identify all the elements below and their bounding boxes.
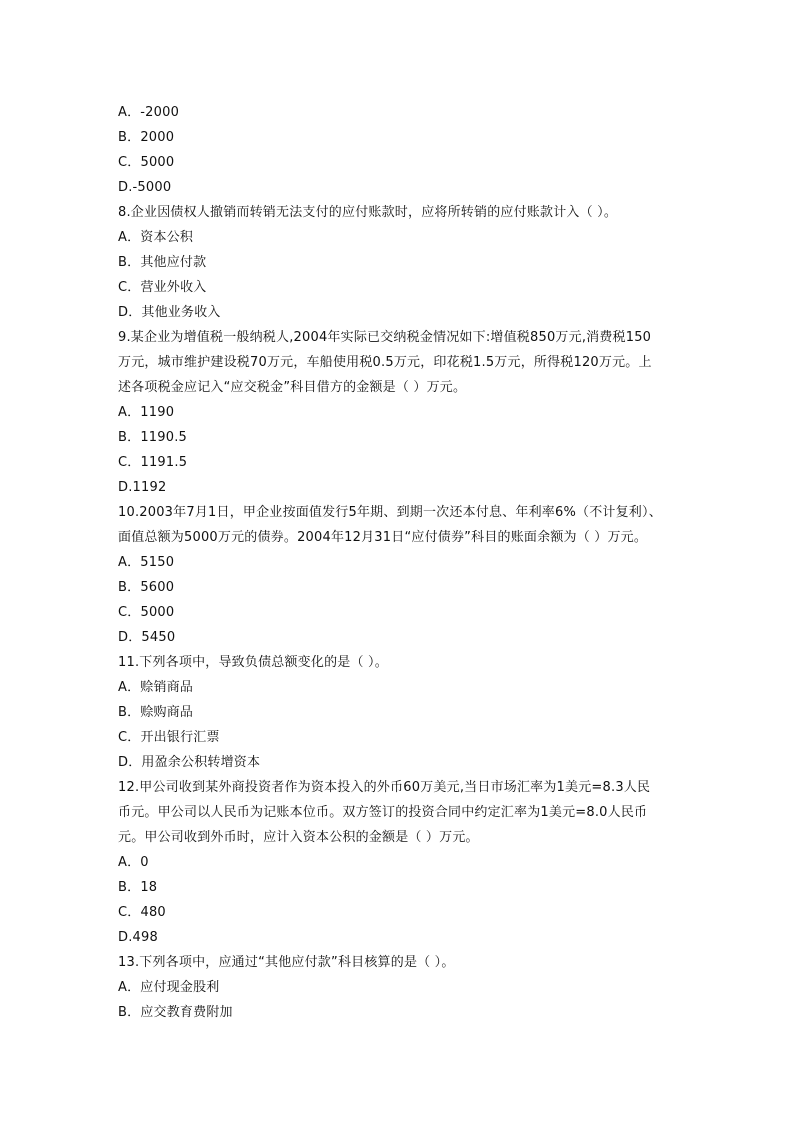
q7-option-c: C．5000 (118, 155, 175, 170)
q11-stem: 11.下列各项中，导致负债总额变化的是（ ）。 (118, 655, 388, 670)
q10-stem-line-1: 10.2003年7月1日，甲企业按面值发行5年期、到期一次还本付息、年利率6%（不计复利）、 (118, 505, 662, 520)
q8-option-d: D．其他业务收入 (118, 305, 221, 320)
q9-option-b: B．1190.5 (118, 430, 188, 445)
q13-stem: 13.下列各项中，应通过“其他应付款”科目核算的是（ ）。 (118, 955, 455, 970)
q13-option-b: B．应交教育费附加 (118, 1005, 233, 1020)
q8-option-b: B．其他应付款 (118, 255, 207, 270)
q7-option-a: A．-2000 (118, 105, 180, 120)
q12-stem-line-2: 币元。甲公司以人民币为记账本位币。双方签订的投资合同中约定汇率为1美元=8.0人民币 (118, 805, 648, 820)
q10-option-c: C．5000 (118, 605, 175, 620)
q12-option-d: D.498 (118, 930, 158, 945)
q10-option-b: B．5600 (118, 580, 175, 595)
q9-stem-line-3: 述各项税金应记入“应交税金”科目借方的金额是（ ）万元。 (118, 380, 467, 395)
q11-option-b: B．赊购商品 (118, 705, 194, 720)
q9-stem-line-2: 万元，城市维护建设税70万元，车船使用税0.5万元，印花税1.5万元，所得税120万元。上 (118, 355, 652, 370)
q12-stem-line-1: 12.甲公司收到某外商投资者作为资本投入的外币60万美元,当日市场汇率为1美元=8.3人民 (118, 780, 651, 795)
q8-option-a: A．资本公积 (118, 230, 194, 245)
q11-option-c: C．开出银行汇票 (118, 730, 220, 745)
q9-option-d: D.1192 (118, 480, 167, 495)
q11-option-d: D．用盈余公积转增资本 (118, 755, 261, 770)
q7-option-d: D.-5000 (118, 180, 172, 195)
q12-option-a: A．0 (118, 855, 149, 870)
q9-option-a: A．1190 (118, 405, 175, 420)
q12-stem-line-3: 元。甲公司收到外币时，应计入资本公积的金额是（ ）万元。 (118, 830, 479, 845)
q9-option-c: C．1191.5 (118, 455, 188, 470)
document-page (118, 100, 680, 1025)
q13-option-a: A．应付现金股利 (118, 980, 220, 995)
q8-stem: 8.企业因债权人撤销而转销无法支付的应付账款时，应将所转销的应付账款计入（ ）。 (118, 205, 618, 220)
q8-option-c: C．营业外收入 (118, 280, 207, 295)
q10-option-a: A．5150 (118, 555, 175, 570)
q10-stem-line-2: 面值总额为5000万元的债券。2004年12月31日“应付债券”科目的账面余额为（ ）万元。 (118, 530, 648, 545)
q12-option-b: B．18 (118, 880, 158, 895)
q11-option-a: A．赊销商品 (118, 680, 194, 695)
q10-option-d: D．5450 (118, 630, 176, 645)
q7-option-b: B．2000 (118, 130, 175, 145)
q12-option-c: C．480 (118, 905, 166, 920)
q9-stem-line-1: 9.某企业为增值税一般纳税人,2004年实际已交纳税金情况如下:增值税850万元,消费税150 (118, 330, 652, 345)
